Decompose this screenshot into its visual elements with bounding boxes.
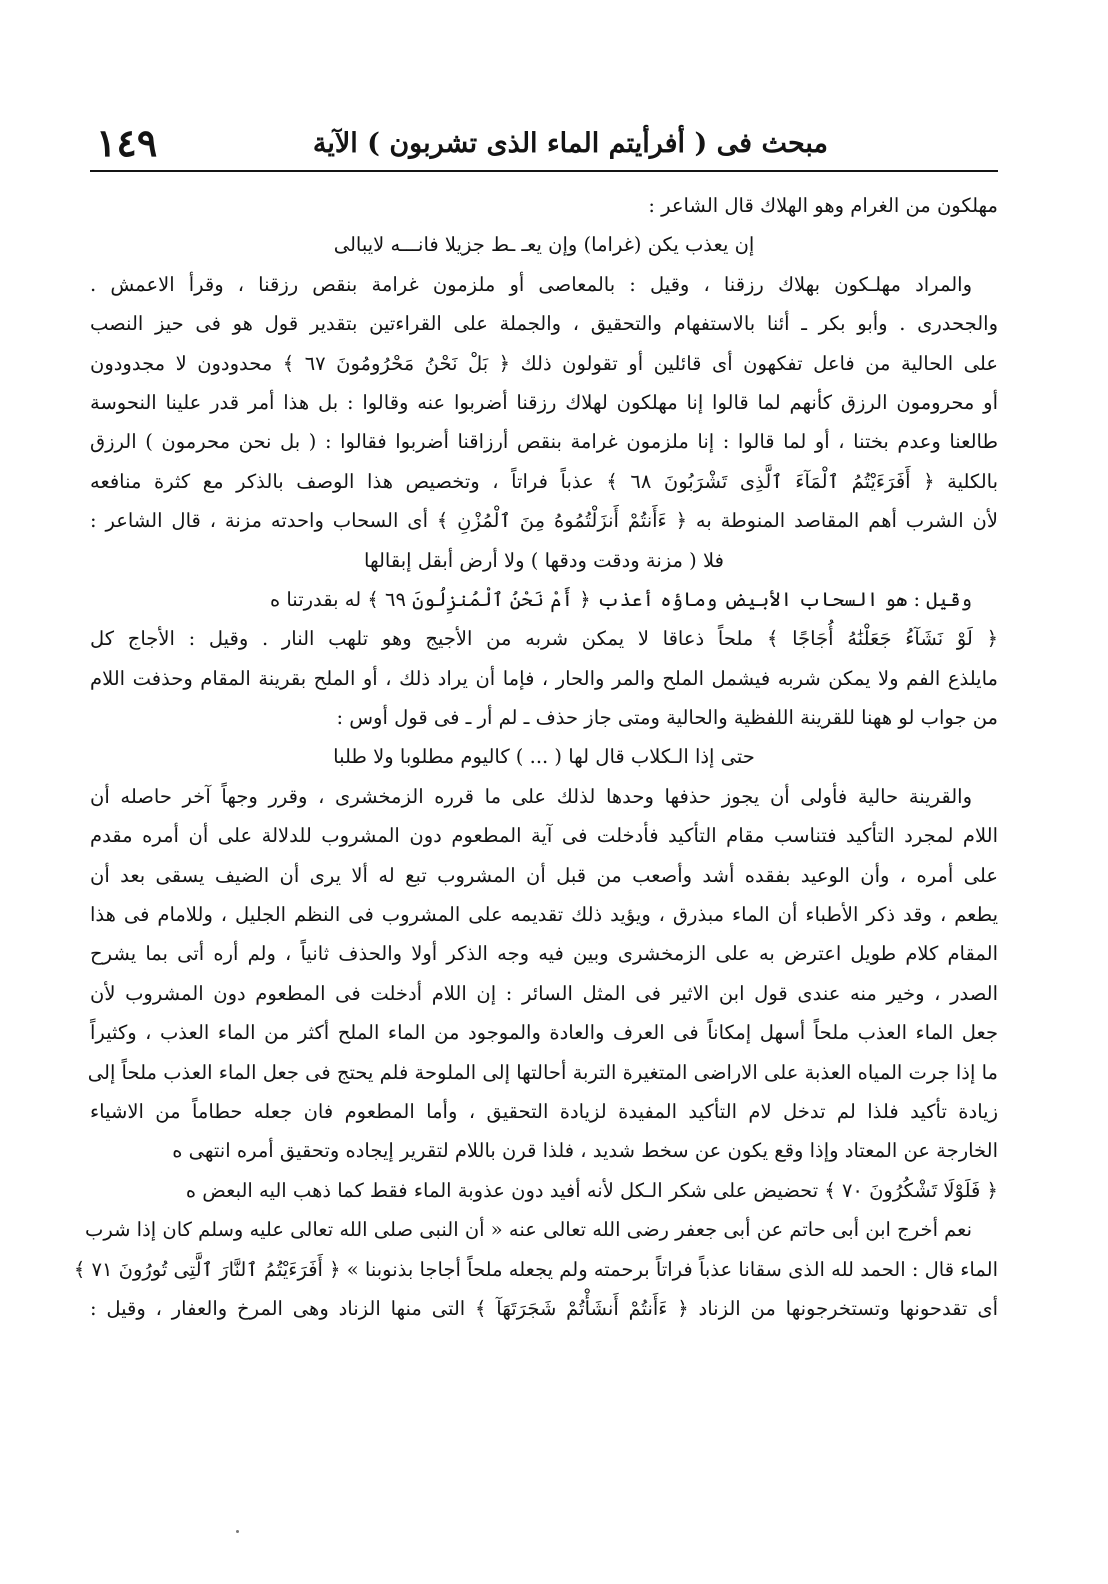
text-line-11: وقيل : هو السحاب الأبيض وماؤه أعذب ﴿ أَمْ نَحْنُ ٱلْمُنزِلُونَ ٦٩ ﴾ له بقدرتنا ه [269,587,972,611]
text-line-14: من جواب لو ههنا للقرينة اللفظية والحالية ومتى جاز حذف ـ لم أر ـ فى قول أوس : [336,706,998,730]
running-head [90,118,998,172]
text-line-3: والمراد مهلـكون بهلاك رزقنا ، وقيل : بالمعاصى أو ملزمون غرامة بنقص رزقنا ، وقرأ الاعمش . [90,272,972,296]
page [73,118,998,1328]
paper-speck [236,1530,239,1533]
text-line-4: والجحدرى . وأبو بكر ـ أئنا بالاستفهام والتحقيق ، والجملة على القراءتين بتقدير قول هو فى حيز النصب [90,312,998,336]
text-line-17: اللام لمجرد التأكيد فتناسب مقام التأكيد فأدخلت فى آية المطعوم دون المشروب للدلالة على أن أمره مقدم [90,824,998,848]
text-line-9: لأن الشرب أهم المقاصد المنوطة به ﴿ ءَأَنتُمْ أَنزَلْتُمُوهُ مِنَ ٱلْمُزْنِ ﴾ أى السحاب واحدته مزنة ، قال الشاعر : [90,509,998,533]
text-line-7: طالعنا وعدم بختنا ، أو لما قالوا : إنا ملزمون غرامة بنقص أرزاقنا أضربوا فقالوا : ( بل نحن محرمون ) الرزق [90,430,998,454]
body-text [73,186,998,1328]
verse-line-3: حتى إذا الـكلاب قال لها ( ... ) كاليوم مطلوبا ولا طلبا [333,745,755,769]
text-line-28: الماء قال : الحمد لله الذى سقانا عذباً فراتاً برحمته ولم يجعله ملحاً أجاجا بذنوبنا » ﴿ أَفَرَءَيْتُمُ ٱلنَّارَ ٱلَّتِى تُورُونَ ٧١ ﴾ [73,1257,998,1281]
text-line-1: مهلكون من الغرام وهو الهلاك قال الشاعر : [648,194,998,217]
text-line-19: يطعم ، وقد ذكر الأطباء أن الماء مبذرق ، ويؤيد ذلك تقديمه على المشروب فى النظم الجليل ، وللامام فى هذا [90,903,998,927]
text-line-13: مايلذع الفم ولا يمكن شربه فيشمل الملح والمر والحار ، فإما أن يراد ذلك ، أو الملح بقرينة المقام وحذفت اللام [90,666,998,690]
verse-line-2: فلا ( مزنة ودقت ودقها ) ولا أرض أبقل إبقالها [364,548,724,572]
text-line-12: ﴿ لَوْ نَشَآءُ جَعَلْنَٰهُ أُجَاجًا ﴾ ملحاً ذعاقا لا يمكن شربه من الأجيج وهو تلهب النار . وقيل : الأجاج كل [90,627,998,651]
text-line-21: الصدر ، وخير منه عندى قول ابن الاثير فى المثل السائر : إن اللام أدخلت فى المطعوم دون المشروب لأن [90,981,998,1005]
text-line-18: على أمره ، وأن الوعيد بفقده أشد وأصعب من قبل أن المشروب تبع له ألا يرى أن الضيف يسقى بعد أن [90,863,998,887]
text-line-16: والقرينة حالية فأولى أن يجوز حذفها وحدها لذلك على ما قرره الزمخشرى ، وقرر وجهاً آخر حاصله أن [90,784,972,808]
verse-line-1: إن يعذب يكن (غراما) وإن يعـ ـط جزيلا فانـــه لايبالى [333,233,755,257]
text-line-29: أى تقدحونها وتستخرجونها من الزناد ﴿ ءَأَنتُمْ أَنشَأْتُمْ شَجَرَتَهَآ ﴾ التى منها الزناد وهى المرخ والعفار ، وقيل : [90,1296,998,1320]
running-title: مبحث فى ( أفرأيتم الماء الذى تشربون ) الآية [312,128,828,159]
text-line-23: ما إذا جرت المياه العذبة على الاراضى المتغيرة التربة أحالتها إلى الملوحة فلم يحتج فى جعل الماء العذب ملحاً إلى [87,1060,998,1084]
text-line-25: الخارجة عن المعتاد وإذا وقع يكون عن سخط شديد ، فلذا قرن باللام لتقرير إيجاده وتحقيق أمره انتهى ه [172,1139,998,1163]
text-line-24: زيادة تأكيد فلذا لم تدخل لام التأكيد المفيدة لزيادة التحقيق ، وأما المطعوم فان جعله حطاماً من الاشياء [90,1099,998,1123]
page-number: ١٤٩ [96,120,158,165]
text-line-6: أو محرومون الرزق كأنهم لما قالوا إنا مهلكون لهلاك رزقنا أضربوا عنه وقالوا : بل هذا أمر قدر علينا النحوسة [90,390,998,414]
text-line-20: المقام كلام طويل اعترض به على الزمخشرى وبين فيه وجه الذكر أولا والحذف ثانياً ، ولم أره أتى بما يشرح [90,942,998,966]
text-line-22: جعل الماء العذب ملحاً أسهل إمكاناً فى العرف والعادة والموجود من الماء الملح أكثر من الماء العذب ، وكثيراً [90,1021,998,1045]
text-line-26: ﴿ فَلَوْلَا تَشْكُرُونَ ٧٠ ﴾ تحضيض على شكر الـكل لأنه أفيد دون عذوبة الماء فقط كما ذهب اليه البعض ه [185,1178,998,1202]
text-line-5: على الحالية من فاعل تفكهون أى قائلين أو تقولون ذلك ﴿ بَلْ نَحْنُ مَحْرُومُونَ ٦٧ ﴾ محدودون لا مجدودون [90,351,998,375]
text-line-27: نعم أخرج ابن أبى حاتم عن أبى جعفر رضى الله تعالى عنه « أن النبى صلى الله تعالى عليه وسلم كان إذا شرب [85,1218,972,1242]
text-line-8: بالكلية ﴿ أَفَرَءَيْتُمُ ٱلْمَآءَ ٱلَّذِى تَشْرَبُونَ ٦٨ ﴾ عذباً فراتاً ، وتخصيص هذا الوصف بالذكر مع كثرة منافعه [90,469,998,493]
